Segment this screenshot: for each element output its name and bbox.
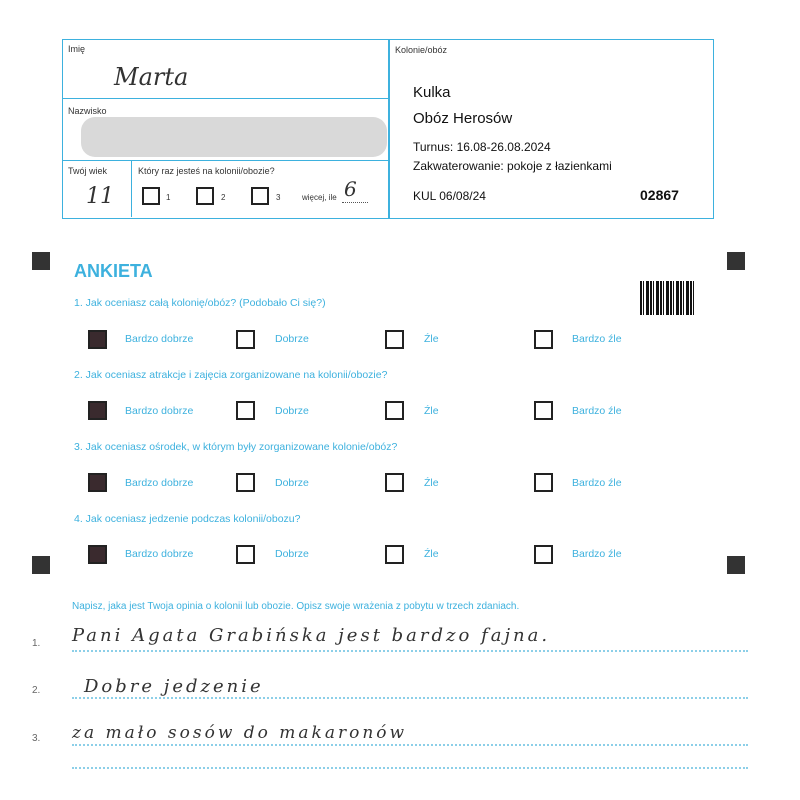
imie-value[interactable]: Marta bbox=[114, 63, 189, 91]
opinion-dotted-line bbox=[72, 767, 748, 769]
wiecej-value[interactable]: 6 bbox=[344, 177, 357, 201]
turnus: Turnus: 16.08-26.08.2024 bbox=[413, 140, 551, 154]
box-divider bbox=[62, 160, 389, 161]
q3-option-bardzo-dobrze-checkbox[interactable] bbox=[88, 473, 107, 492]
wiecej-label: więcej, ile bbox=[302, 193, 337, 202]
q1-option-bardzo-dobrze-checkbox[interactable] bbox=[88, 330, 107, 349]
q1-option-label: Bardzo źle bbox=[572, 333, 622, 345]
box-divider bbox=[131, 160, 132, 217]
visit-checkbox-3[interactable] bbox=[251, 187, 269, 205]
opinion-dotted-line bbox=[72, 697, 748, 699]
question-2: 2. Jak oceniasz atrakcje i zajęcia zorganizowane na kolonii/obozie? bbox=[74, 369, 388, 381]
opinion-line-3[interactable]: za mało sosów do makaronów bbox=[72, 723, 408, 743]
ktory-raz-label: Który raz jesteś na kolonii/obozie? bbox=[138, 166, 275, 176]
nazwisko-label: Nazwisko bbox=[68, 106, 107, 116]
q2-option-label: Bardzo źle bbox=[572, 405, 622, 417]
question-3: 3. Jak oceniasz ośrodek, w którym były zorganizowane kolonie/obóz? bbox=[74, 441, 398, 453]
opinion-line-number: 3. bbox=[32, 733, 41, 744]
question-4: 4. Jak oceniasz jedzenie podczas kolonii/obozu? bbox=[74, 513, 301, 525]
imie-label: Imię bbox=[68, 44, 86, 54]
camp-name: Kulka bbox=[413, 84, 451, 101]
q3-option-bardzo-zle-checkbox[interactable] bbox=[534, 473, 553, 492]
form-number: 02867 bbox=[640, 187, 679, 203]
zakwaterowanie: Zakwaterowanie: pokoje z łazienkami bbox=[413, 159, 612, 173]
q1-option-bardzo-zle-checkbox[interactable] bbox=[534, 330, 553, 349]
q4-option-bardzo-zle-checkbox[interactable] bbox=[534, 545, 553, 564]
q1-option-dobrze-checkbox[interactable] bbox=[236, 330, 255, 349]
q4-option-zle-checkbox[interactable] bbox=[385, 545, 404, 564]
visit-option-1: 1 bbox=[166, 193, 171, 202]
q4-option-dobrze-checkbox[interactable] bbox=[236, 545, 255, 564]
q2-option-bardzo-dobrze-checkbox[interactable] bbox=[88, 401, 107, 420]
q1-option-label: Źle bbox=[424, 333, 439, 345]
q3-option-label: Źle bbox=[424, 477, 439, 489]
survey-title: ANKIETA bbox=[74, 261, 153, 281]
question-1: 1. Jak oceniasz całą kolonię/obóz? (Podobało Ci się?) bbox=[74, 297, 326, 309]
q3-option-dobrze-checkbox[interactable] bbox=[236, 473, 255, 492]
q3-option-label: Dobrze bbox=[275, 477, 309, 489]
wiecej-dots bbox=[342, 202, 368, 203]
opinion-line-number: 2. bbox=[32, 685, 41, 696]
q1-option-label: Bardzo dobrze bbox=[125, 333, 194, 345]
q2-option-label: Dobrze bbox=[275, 405, 309, 417]
q4-option-label: Bardzo źle bbox=[572, 548, 622, 560]
wiek-value[interactable]: 11 bbox=[86, 184, 114, 209]
opinion-line-2[interactable]: Dobre jedzenie bbox=[84, 676, 264, 697]
q4-option-label: Dobrze bbox=[275, 548, 309, 560]
opinion-prompt: Napisz, jaka jest Twoja opinia o kolonii lub obozie. Opisz swoje wrażenia z pobytu w trzech zdaniach. bbox=[72, 601, 520, 612]
q3-option-zle-checkbox[interactable] bbox=[385, 473, 404, 492]
q3-option-label: Bardzo dobrze bbox=[125, 477, 194, 489]
q2-option-label: Bardzo dobrze bbox=[125, 405, 194, 417]
opinion-line-number: 1. bbox=[32, 638, 41, 649]
q1-option-zle-checkbox[interactable] bbox=[385, 330, 404, 349]
kolonie-label: Kolonie/obóz bbox=[395, 45, 448, 55]
box-divider bbox=[62, 98, 389, 99]
q2-option-bardzo-zle-checkbox[interactable] bbox=[534, 401, 553, 420]
wiek-label: Twój wiek bbox=[68, 166, 108, 176]
alignment-marker bbox=[32, 556, 50, 574]
barcode bbox=[640, 281, 694, 315]
visit-checkbox-1[interactable] bbox=[142, 187, 160, 205]
nazwisko-redacted bbox=[81, 117, 387, 157]
q4-option-label: Źle bbox=[424, 548, 439, 560]
alignment-marker bbox=[727, 556, 745, 574]
q4-option-label: Bardzo dobrze bbox=[125, 548, 194, 560]
opinion-dotted-line bbox=[72, 744, 748, 746]
q4-option-bardzo-dobrze-checkbox[interactable] bbox=[88, 545, 107, 564]
q1-option-label: Dobrze bbox=[275, 333, 309, 345]
visit-option-3: 3 bbox=[276, 193, 281, 202]
q2-option-zle-checkbox[interactable] bbox=[385, 401, 404, 420]
camp-subtitle: Obóz Herosów bbox=[413, 110, 513, 127]
q2-option-dobrze-checkbox[interactable] bbox=[236, 401, 255, 420]
visit-checkbox-2[interactable] bbox=[196, 187, 214, 205]
alignment-marker bbox=[727, 252, 745, 270]
q3-option-label: Bardzo źle bbox=[572, 477, 622, 489]
opinion-dotted-line bbox=[72, 650, 748, 652]
camp-code: KUL 06/08/24 bbox=[413, 189, 486, 203]
q2-option-label: Źle bbox=[424, 405, 439, 417]
alignment-marker bbox=[32, 252, 50, 270]
opinion-line-1[interactable]: Pani Agata Grabińska jest bardzo fajna. bbox=[72, 625, 551, 646]
visit-option-2: 2 bbox=[221, 193, 226, 202]
